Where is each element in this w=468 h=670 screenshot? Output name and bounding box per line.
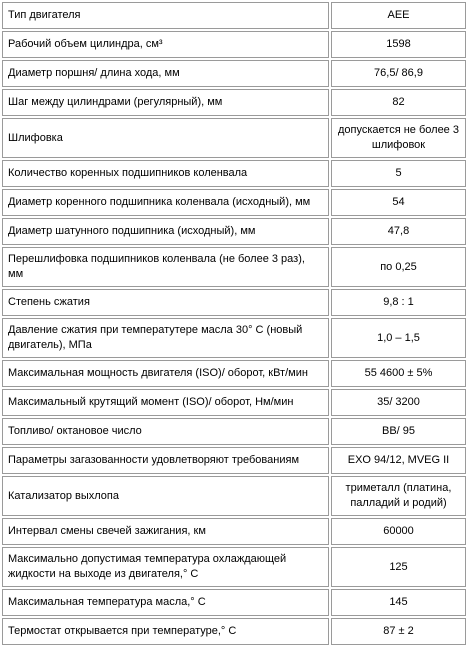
table-row	[2, 360, 466, 387]
table-row	[2, 447, 466, 474]
table-row	[2, 418, 466, 445]
value-cell: 54	[331, 189, 466, 216]
value-cell: 9,8 : 1	[331, 289, 466, 316]
parameter-cell: Перешлифовка подшипников коленвала (не более 3 раз), мм	[2, 247, 329, 287]
parameter-cell: Параметры загазованности удовлетворяют требованиям	[2, 447, 329, 474]
parameter-cell: Топливо/ октановое число	[2, 418, 329, 445]
parameter-cell: Термостат открывается при температуре,° С	[2, 618, 329, 645]
parameter-cell: Рабочий объем цилиндра, см³	[2, 31, 329, 58]
table-row	[2, 547, 466, 587]
table-row	[2, 389, 466, 416]
value-cell: 47,8	[331, 218, 466, 245]
value-cell: 145	[331, 589, 466, 616]
parameter-cell: Давление сжатия при температутере масла 30° С (новый двигатель), МПа	[2, 318, 329, 358]
parameter-cell: Диаметр поршня/ длина хода, мм	[2, 60, 329, 87]
table-row	[2, 589, 466, 616]
table-row	[2, 289, 466, 316]
parameter-cell: Максимальная мощность двигателя (ISO)/ оборот, кВт/мин	[2, 360, 329, 387]
table-row	[2, 189, 466, 216]
value-cell: 125	[331, 547, 466, 587]
value-cell: 1598	[331, 31, 466, 58]
value-cell: 60000	[331, 518, 466, 545]
table-row	[2, 518, 466, 545]
table-row	[2, 60, 466, 87]
table-row	[2, 160, 466, 187]
table-row	[2, 476, 466, 516]
parameter-cell: Шаг между цилиндрами (регулярный), мм	[2, 89, 329, 116]
value-cell: BB/ 95	[331, 418, 466, 445]
value-cell: 5	[331, 160, 466, 187]
table-row	[2, 89, 466, 116]
parameter-cell: Диаметр коренного подшипника коленвала (исходный), мм	[2, 189, 329, 216]
value-cell: 35/ 3200	[331, 389, 466, 416]
value-cell: EXO 94/12, MVEG II	[331, 447, 466, 474]
value-cell: 1,0 – 1,5	[331, 318, 466, 358]
table-row	[2, 31, 466, 58]
parameter-cell: Максимальный крутящий момент (ISO)/ оборот, Нм/мин	[2, 389, 329, 416]
parameter-cell: Катализатор выхлопа	[2, 476, 329, 516]
parameter-cell: Тип двигателя	[2, 2, 329, 29]
value-cell: 82	[331, 89, 466, 116]
parameter-cell: Шлифовка	[2, 118, 329, 158]
table-row	[2, 618, 466, 645]
spec-table-body	[2, 2, 466, 645]
parameter-cell: Максимальная температура масла,° С	[2, 589, 329, 616]
value-cell: 87 ± 2	[331, 618, 466, 645]
value-cell: 76,5/ 86,9	[331, 60, 466, 87]
parameter-cell: Максимально допустимая температура охлаждающей жидкости на выходе из двигателя,° С	[2, 547, 329, 587]
table-row	[2, 118, 466, 158]
parameter-cell: Количество коренных подшипников коленвала	[2, 160, 329, 187]
table-row	[2, 318, 466, 358]
table-row	[2, 218, 466, 245]
value-cell: триметалл (платина, палладий и родий)	[331, 476, 466, 516]
value-cell: AEE	[331, 2, 466, 29]
value-cell: допускается не более 3 шлифовок	[331, 118, 466, 158]
parameter-cell: Степень сжатия	[2, 289, 329, 316]
value-cell: 55 4600 ± 5%	[331, 360, 466, 387]
parameter-cell: Интервал смены свечей зажигания, км	[2, 518, 329, 545]
table-row	[2, 247, 466, 287]
value-cell: по 0,25	[331, 247, 466, 287]
table-row	[2, 2, 466, 29]
parameter-cell: Диаметр шатунного подшипника (исходный), мм	[2, 218, 329, 245]
